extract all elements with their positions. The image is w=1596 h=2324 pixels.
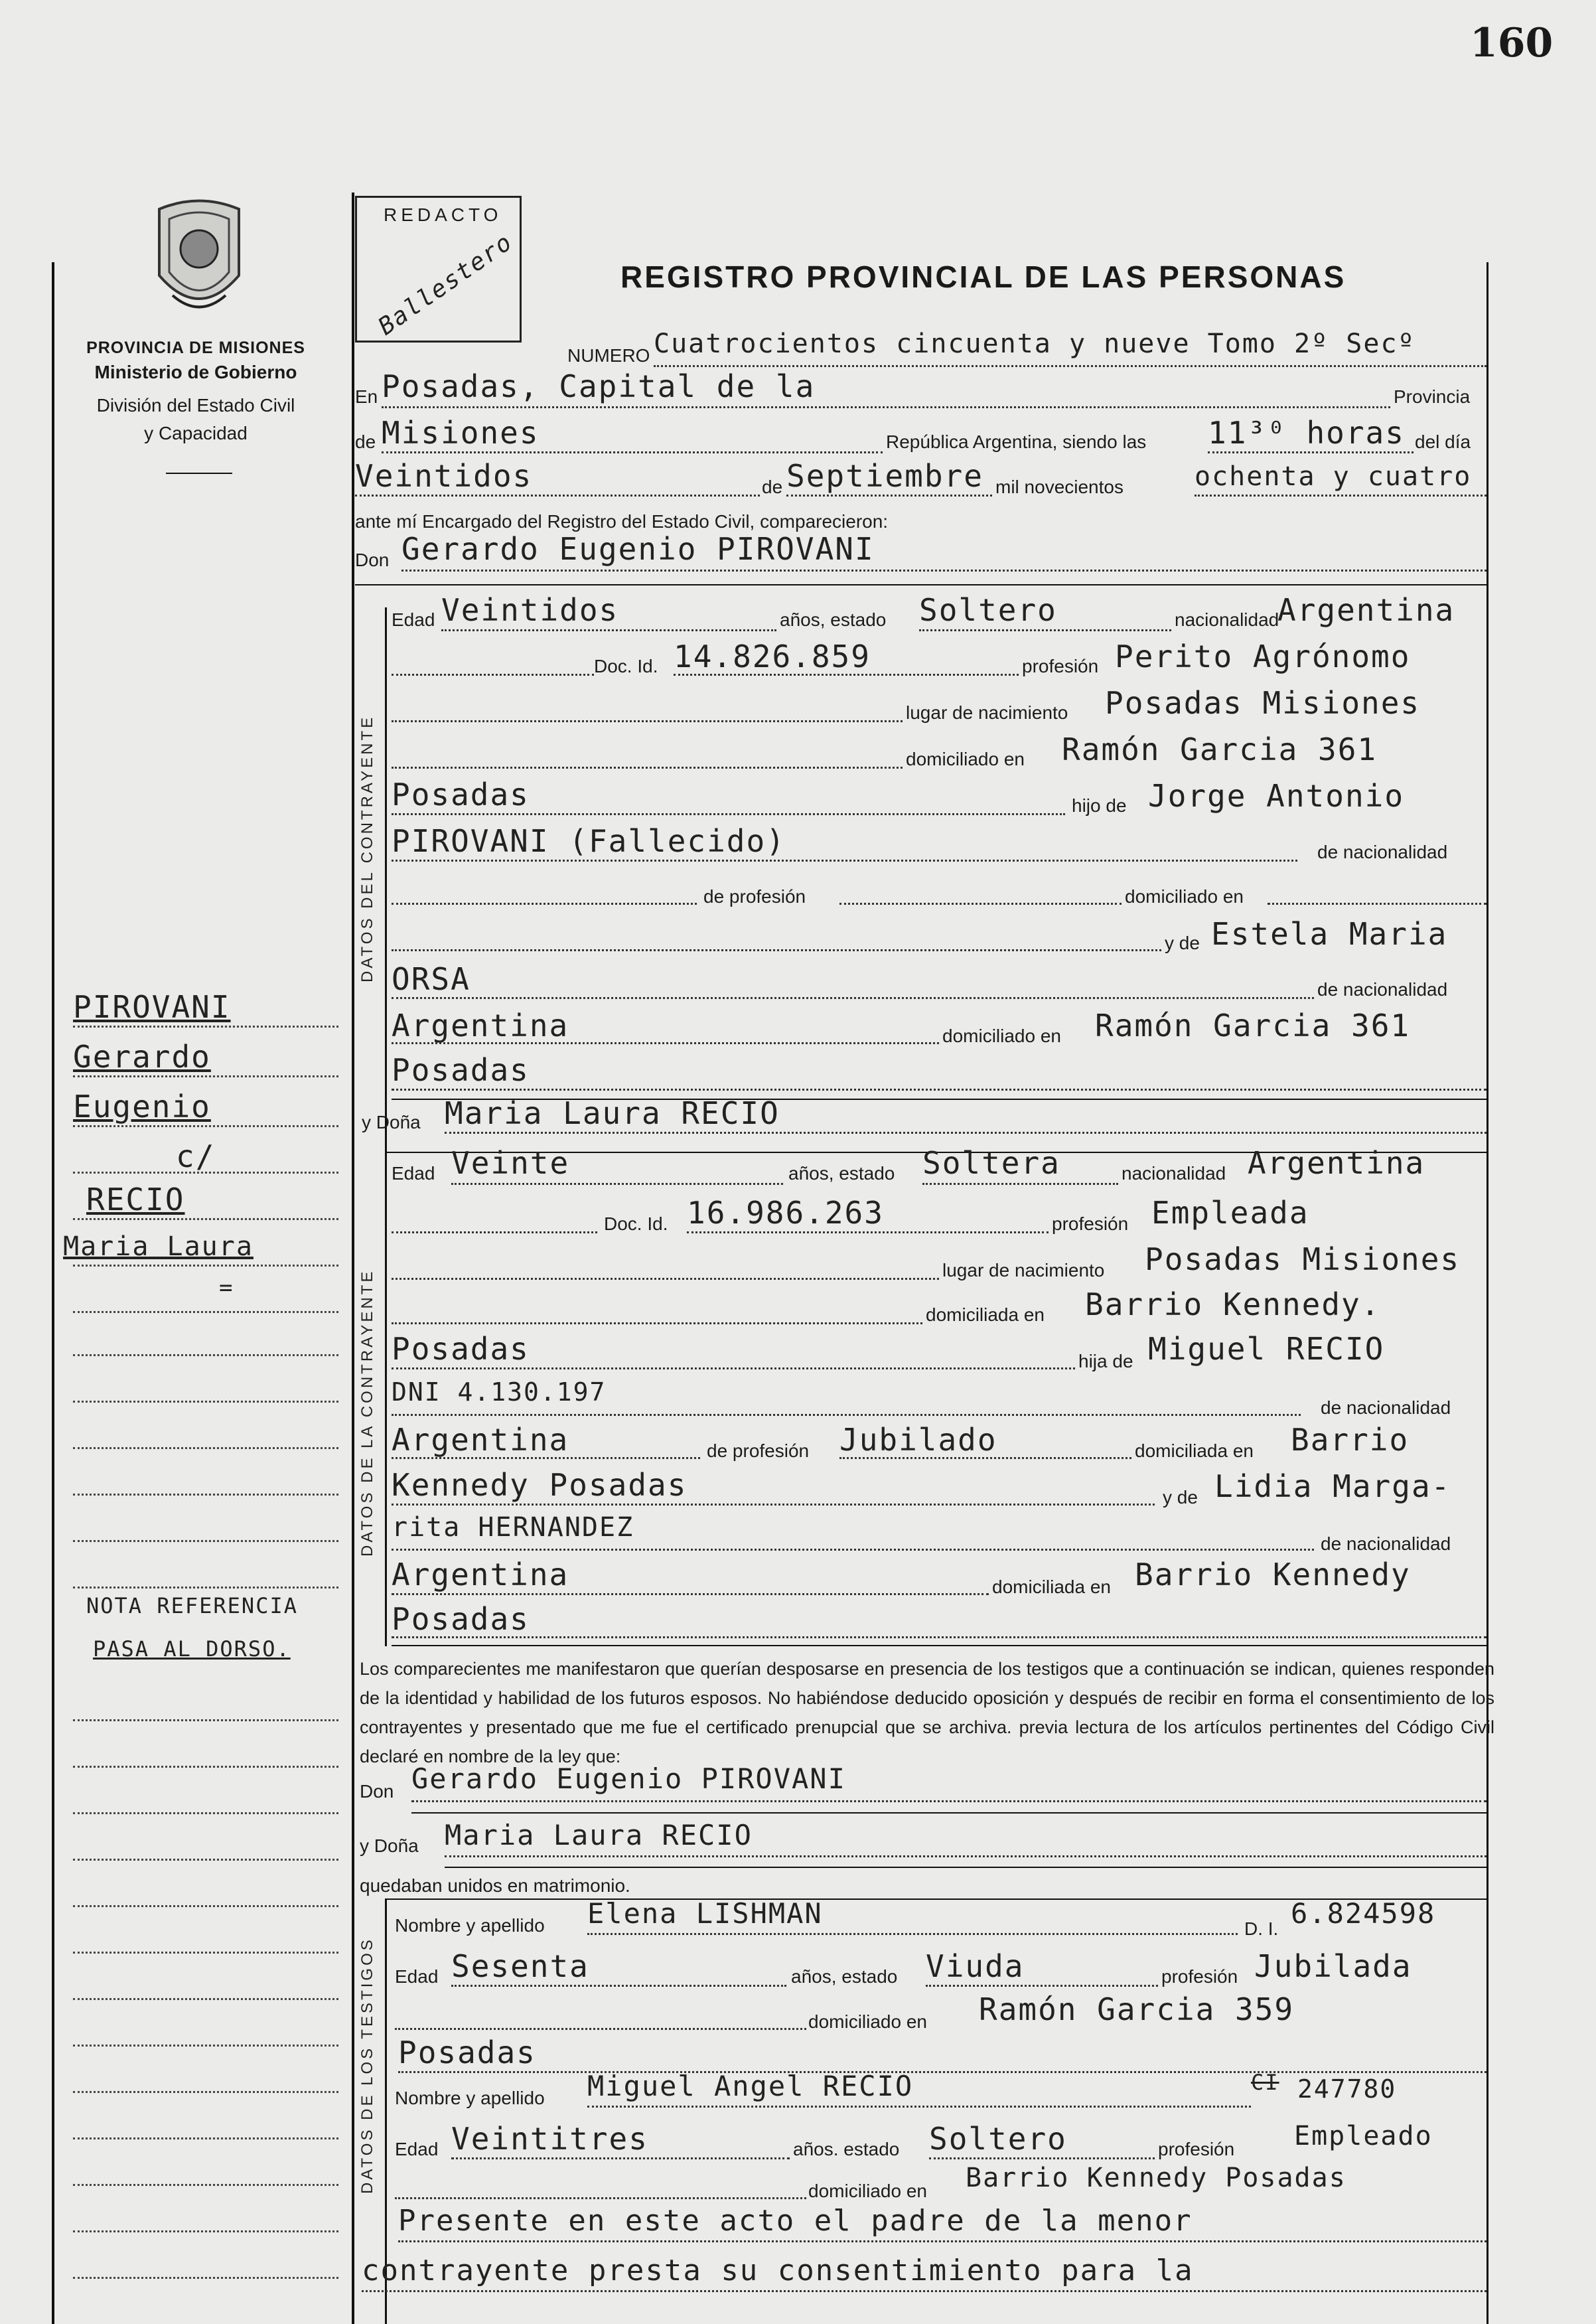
bride-madre-value: Lidia Marga- (1214, 1468, 1451, 1504)
groom-madre-dom-cont: Posadas (392, 1052, 530, 1088)
bride-madre-dom-label: domiciliada en (992, 1577, 1111, 1597)
bride-prof-value: Empleada (1151, 1195, 1309, 1231)
numero-value: Cuatrocientos cincuenta y nueve Tomo 2º Secº (654, 329, 1415, 359)
margin-groom-surname: PIROVANI (73, 989, 231, 1025)
groom-dom-cont: Posadas (392, 777, 530, 813)
bride-doc-lead-line (392, 1231, 597, 1233)
margin-line (73, 2091, 338, 2093)
bride-padre-cont-line (392, 1414, 1301, 1416)
bride-nac-label: nacionalidad (1122, 1163, 1226, 1184)
de-label: de (355, 431, 376, 452)
bride-madre-nac-label: de nacionalidad (1321, 1533, 1451, 1554)
mil-label: mil novecientos (995, 477, 1124, 497)
division-heading: División del Estado Civil (96, 395, 295, 416)
decl-don-label: Don (360, 1781, 394, 1802)
bride-madre-dom-cont: Posadas (392, 1601, 530, 1637)
w1-edad-label: Edad (395, 1966, 439, 1987)
page-number: 160 (1470, 20, 1554, 66)
margin-groom-first: Gerardo (73, 1039, 211, 1075)
margin-line (73, 1998, 338, 2000)
margin-line (73, 1172, 338, 1174)
bride-prof-label: profesión (1052, 1213, 1129, 1234)
w2-note-2-line (362, 2290, 1487, 2292)
ministry-heading: Ministerio de Gobierno (94, 362, 297, 382)
bride-madre-dom-value: Barrio Kennedy (1135, 1557, 1411, 1592)
horas-value: 11³⁰ horas (1208, 415, 1405, 451)
w1-prof-label: profesión (1161, 1966, 1238, 1987)
bride-padre-nac-value: Argentina (392, 1422, 569, 1458)
groom-madre-nac-value: Argentina (392, 1008, 569, 1044)
decl-quedaban: quedaban unidos en matrimonio. (360, 1875, 630, 1896)
ante-label: ante mí Encargado del Registro del Estado Civil, comparecieron: (355, 511, 889, 532)
margin-line (73, 1719, 338, 1721)
w1-dom-lead-line (395, 2028, 806, 2030)
bride-padre-cont: DNI 4.130.197 (392, 1377, 607, 1407)
w1-name-line (587, 1933, 1238, 1935)
en-label: En (355, 386, 378, 407)
bride-padre-nac-label: de nacionalidad (1321, 1397, 1451, 1418)
groom-lugar-value: Posadas Misiones (1105, 685, 1421, 721)
numero-line (654, 365, 1487, 367)
decl-dona-line (445, 1855, 1487, 1857)
bride-edad-line (451, 1183, 783, 1185)
margin-line (73, 2230, 338, 2232)
groom-lugar-lead-line (392, 720, 903, 722)
bride-padre-prof-label: de profesión (707, 1440, 810, 1461)
w2-dom-label: domiciliado en (808, 2181, 927, 2201)
w1-dom-value: Ramón Garcia 359 (979, 1991, 1295, 2027)
en-value: Posadas, Capital de la (382, 368, 816, 404)
margin-line (73, 1354, 338, 1356)
w1-doc-value: 6.824598 (1291, 1897, 1436, 1930)
groom-doc-lead-line (392, 674, 594, 676)
bride-nac-value: Argentina (1248, 1145, 1425, 1181)
groom-dom-value: Ramón Garcia 361 (1062, 732, 1378, 767)
groom-estado-line (919, 629, 1171, 631)
groom-edad-label: Edad (392, 609, 435, 630)
groom-padre-cont: PIROVANI (Fallecido) (392, 823, 786, 859)
bride-madre-cont: rita HERNANDEZ (392, 1512, 634, 1543)
bride-estado-line (922, 1183, 1118, 1185)
numero-label: NUMERO (567, 345, 650, 366)
w1-dom-label: domiciliado en (808, 2011, 927, 2032)
margin-line (73, 1812, 338, 1814)
margin-line (73, 1026, 338, 1028)
left-margin-rule (52, 262, 54, 2324)
margin-bride-surname: RECIO (86, 1182, 185, 1217)
bride-doc-label: Doc. Id. (604, 1213, 668, 1234)
bride-dona-label: y Doña (362, 1112, 421, 1132)
w2-doc-prefix: CI (1251, 2070, 1279, 2095)
de-line (382, 451, 883, 453)
main-frame-right (1487, 262, 1488, 2324)
bride-dom-cont-line (392, 1367, 1075, 1369)
groom-doc-line (674, 674, 1019, 676)
decl-dona-underline (445, 1867, 1487, 1868)
margin-nota-2: PASA AL DORSO. (93, 1636, 291, 1662)
margin-line (73, 1311, 338, 1313)
bride-section-label: DATOS DE LA CONTRAYENTE (358, 1269, 376, 1557)
margin-line (73, 1401, 338, 1403)
w1-prof-value: Jubilada (1254, 1948, 1412, 1984)
groom-padre-prof-label: de profesión (703, 886, 806, 907)
bride-section-end (392, 1645, 1487, 1646)
republica-label: República Argentina, siendo las (886, 431, 1147, 452)
w2-estado-line (929, 2157, 1155, 2159)
groom-madre-dom-label: domiciliado en (942, 1026, 1061, 1046)
bride-madre-nac-value: Argentina (392, 1557, 569, 1592)
margin-groom-second: Eugenio (73, 1089, 211, 1124)
margin-line (73, 2184, 338, 2186)
decl-don-value: Gerardo Eugenio PIROVANI (411, 1762, 846, 1795)
w2-estado-value: Soltero (929, 2121, 1067, 2157)
margin-line (73, 1265, 338, 1267)
groom-madre-nac-label: de nacionalidad (1317, 979, 1448, 1000)
mes-value: Septiembre (786, 458, 983, 494)
w2-prof-value: Empleado (1294, 2121, 1433, 2151)
margin-line (73, 1766, 338, 1768)
bride-estado-label: años, estado (788, 1163, 895, 1184)
w1-name-label: Nombre y apellido (395, 1915, 545, 1936)
groom-prof-value: Perito Agrónomo (1115, 639, 1411, 674)
declaration-text: Los comparecientes me manifestaron que querían desposarse en presencia de los testigos que a continuación se indican, quienes responden de la identidad y habilidad de los futuros esposos. No habiéndose deducido oposición y después de recibir en forma el consentimiento de los contrayentes y presentado que me fue el certificado prenupcial que se archiva. previa lectura de los artículos pertinentes del Código Civil declaré en nombre de la ley que: (360, 1659, 1494, 1766)
bride-madre-dom-cont-line (392, 1636, 1487, 1638)
de-value: Misiones (382, 415, 540, 451)
redacto-title: REDACTO (384, 204, 502, 225)
bride-madre-cont-line (392, 1549, 1314, 1551)
groom-padre-cont-line (392, 860, 1297, 862)
groom-nac-value: Argentina (1277, 592, 1455, 628)
w1-edad-line (451, 1985, 786, 1987)
dia-value: Veintidos (355, 458, 533, 494)
bride-lugar-lead-line (392, 1278, 939, 1280)
groom-prof-label: profesión (1022, 656, 1099, 676)
bride-yde-label: y de (1163, 1487, 1198, 1508)
redacto-stamp (355, 196, 522, 343)
bride-padre-value: Miguel RECIO (1148, 1331, 1385, 1367)
groom-edad-line (441, 629, 776, 631)
w2-doc-value: 247780 (1297, 2074, 1397, 2104)
bride-lugar-label: lugar de nacimiento (942, 1260, 1105, 1280)
decl-dona-value: Maria Laura RECIO (445, 1819, 753, 1851)
groom-doc-value: 14.826.859 (674, 639, 871, 674)
groom-doc-label: Doc. Id. (594, 656, 658, 676)
bride-doc-value: 16.986.263 (687, 1195, 884, 1231)
redacto-signature: Ballestero (373, 228, 518, 341)
w1-dom-cont: Posadas (398, 2035, 536, 2070)
groom-yde-label: y de (1165, 933, 1200, 953)
groom-section-label: DATOS DEL CONTRAYENTE (358, 714, 376, 982)
w1-estado-label: años, estado (791, 1966, 898, 1987)
w2-estado-label: años. estado (793, 2139, 900, 2159)
groom-yde-lead-line (392, 949, 1161, 951)
bride-doc-line (687, 1231, 1049, 1233)
don-label: Don (355, 550, 390, 570)
w1-dom-cont-line (398, 2071, 1487, 2073)
margin-line (73, 2277, 338, 2279)
margin-line (73, 1540, 338, 1542)
bride-padre-dom-label: domiciliada en (1135, 1440, 1254, 1461)
w2-dom-value: Barrio Kennedy Posadas (966, 2163, 1346, 2193)
bride-dom-label: domiciliada en (926, 1304, 1045, 1325)
margin-line (73, 1859, 338, 1861)
margin-line (73, 2137, 338, 2139)
margin-equals: = (219, 1275, 234, 1301)
margin-line (73, 2045, 338, 2047)
heading-divider (166, 473, 232, 474)
groom-dom-lead-line (392, 767, 903, 769)
groom-madre-cont-line (392, 997, 1314, 999)
bride-lugar-value: Posadas Misiones (1145, 1241, 1461, 1277)
don-underline (355, 584, 1487, 585)
groom-padre-prof-line (839, 903, 1122, 905)
margin-line (73, 1125, 338, 1127)
bride-edad-value: Veinte (451, 1145, 570, 1181)
province-heading: PROVINCIA DE MISIONES (86, 339, 305, 357)
bride-madre-nac-line (392, 1593, 989, 1595)
w1-edad-value: Sesenta (451, 1948, 589, 1984)
bride-dom-lead-line (392, 1322, 922, 1324)
groom-madre-nac-line (392, 1042, 939, 1044)
don-value: Gerardo Eugenio PIROVANI (401, 531, 875, 567)
w2-name-value: Miguel Angel RECIO (587, 2070, 914, 2102)
bride-padre-prof-line (839, 1457, 1131, 1459)
bride-padre-prof-value: Jubilado (839, 1422, 997, 1458)
w2-edad-label: Edad (395, 2139, 439, 2159)
bride-estado-value: Soltera (922, 1145, 1060, 1181)
groom-section-rule (385, 607, 387, 1165)
registry-title: REGISTRO PROVINCIAL DE LAS PERSONAS (620, 260, 1346, 294)
groom-estado-value: Soltero (919, 592, 1057, 628)
margin-line (73, 1494, 338, 1496)
groom-padre-value: Jorge Antonio (1148, 778, 1405, 814)
groom-nac-label: nacionalidad (1175, 609, 1279, 630)
groom-madre-cont: ORSA (392, 961, 471, 997)
groom-hijo-label: hijo de (1072, 795, 1127, 816)
margin-line (73, 1075, 338, 1077)
margin-connector: c/ (176, 1138, 216, 1174)
bride-edad-label: Edad (392, 1163, 435, 1184)
w2-dom-lead-line (395, 2197, 806, 2199)
w2-edad-line (451, 2157, 790, 2159)
groom-lugar-label: lugar de nacimiento (906, 702, 1068, 723)
groom-padre-nac-label: de nacionalidad (1317, 842, 1448, 862)
groom-dom-label: domiciliado en (906, 749, 1025, 769)
w2-name-line (587, 2106, 1251, 2108)
dia-line (355, 495, 760, 497)
groom-madre-dom-value: Ramón Garcia 361 (1095, 1008, 1411, 1044)
w2-edad-value: Veintitres (451, 2121, 648, 2157)
de2-label: de (762, 477, 783, 497)
decl-dona-label: y Doña (360, 1835, 419, 1856)
margin-line (73, 1587, 338, 1588)
groom-edad-value: Veintidos (441, 592, 619, 628)
decl-don-underline (411, 1812, 1487, 1814)
margin-line (73, 1218, 338, 1220)
anio-value: ochenta y cuatro (1195, 461, 1472, 492)
w1-estado-value: Viuda (926, 1948, 1025, 1984)
bride-padre-dom-value: Barrio (1291, 1422, 1410, 1458)
w1-name-value: Elena LISHMAN (587, 1897, 823, 1930)
bride-hija-label: hija de (1078, 1351, 1133, 1371)
division-heading-2: y Capacidad (144, 423, 248, 443)
margin-bride-name: Maria Laura (63, 1231, 254, 1262)
groom-estado-label: años, estado (780, 609, 887, 630)
bride-padre-dom-cont: Kennedy Posadas (392, 1467, 688, 1503)
provincia-label: Provincia (1394, 386, 1471, 407)
bride-dona-line (445, 1132, 1487, 1134)
bride-dona-value: Maria Laura RECIO (445, 1095, 780, 1131)
w1-doc-label: D. I. (1244, 1918, 1279, 1939)
margin-nota-1: NOTA REFERENCIA (86, 1593, 298, 1618)
w2-note-2: contrayente presta su consentimiento para la (362, 2254, 1194, 2287)
en-line (382, 406, 1390, 408)
main-frame-left (352, 193, 354, 2324)
groom-padre-dom-line (1268, 903, 1487, 905)
margin-line (73, 1447, 338, 1449)
bride-section-rule (385, 1158, 387, 1646)
w2-note-1: Presente en este acto el padre de la menor (398, 2204, 1193, 2238)
groom-padre-dom-label: domiciliado en (1125, 886, 1244, 907)
groom-madre-value: Estela Maria (1211, 916, 1448, 952)
del-dia-label: del día (1415, 431, 1471, 452)
provincial-seal-icon (146, 196, 252, 322)
don-line (401, 570, 1487, 572)
groom-dom-cont-line (392, 813, 1065, 815)
margin-line (73, 1905, 338, 1907)
bride-padre-dom-cont-line (392, 1504, 1155, 1506)
groom-madre-dom-cont-line (392, 1089, 1487, 1091)
w2-prof-label: profesión (1158, 2139, 1235, 2159)
groom-padre-prof-lead-line (392, 903, 697, 905)
w2-note-1-line (398, 2240, 1487, 2242)
w1-estado-line (926, 1985, 1158, 1987)
bride-padre-nac-line (392, 1457, 700, 1459)
w2-name-label: Nombre y apellido (395, 2088, 545, 2108)
bride-dom-value: Barrio Kennedy. (1085, 1286, 1381, 1322)
horas-line (1208, 451, 1414, 453)
bride-dom-cont: Posadas (392, 1331, 530, 1367)
decl-don-line (411, 1800, 1487, 1802)
witness-section-label: DATOS DE LOS TESTIGOS (358, 1937, 376, 2194)
mes-line (786, 495, 992, 497)
anio-line (1195, 495, 1487, 497)
margin-line (73, 1952, 338, 1954)
